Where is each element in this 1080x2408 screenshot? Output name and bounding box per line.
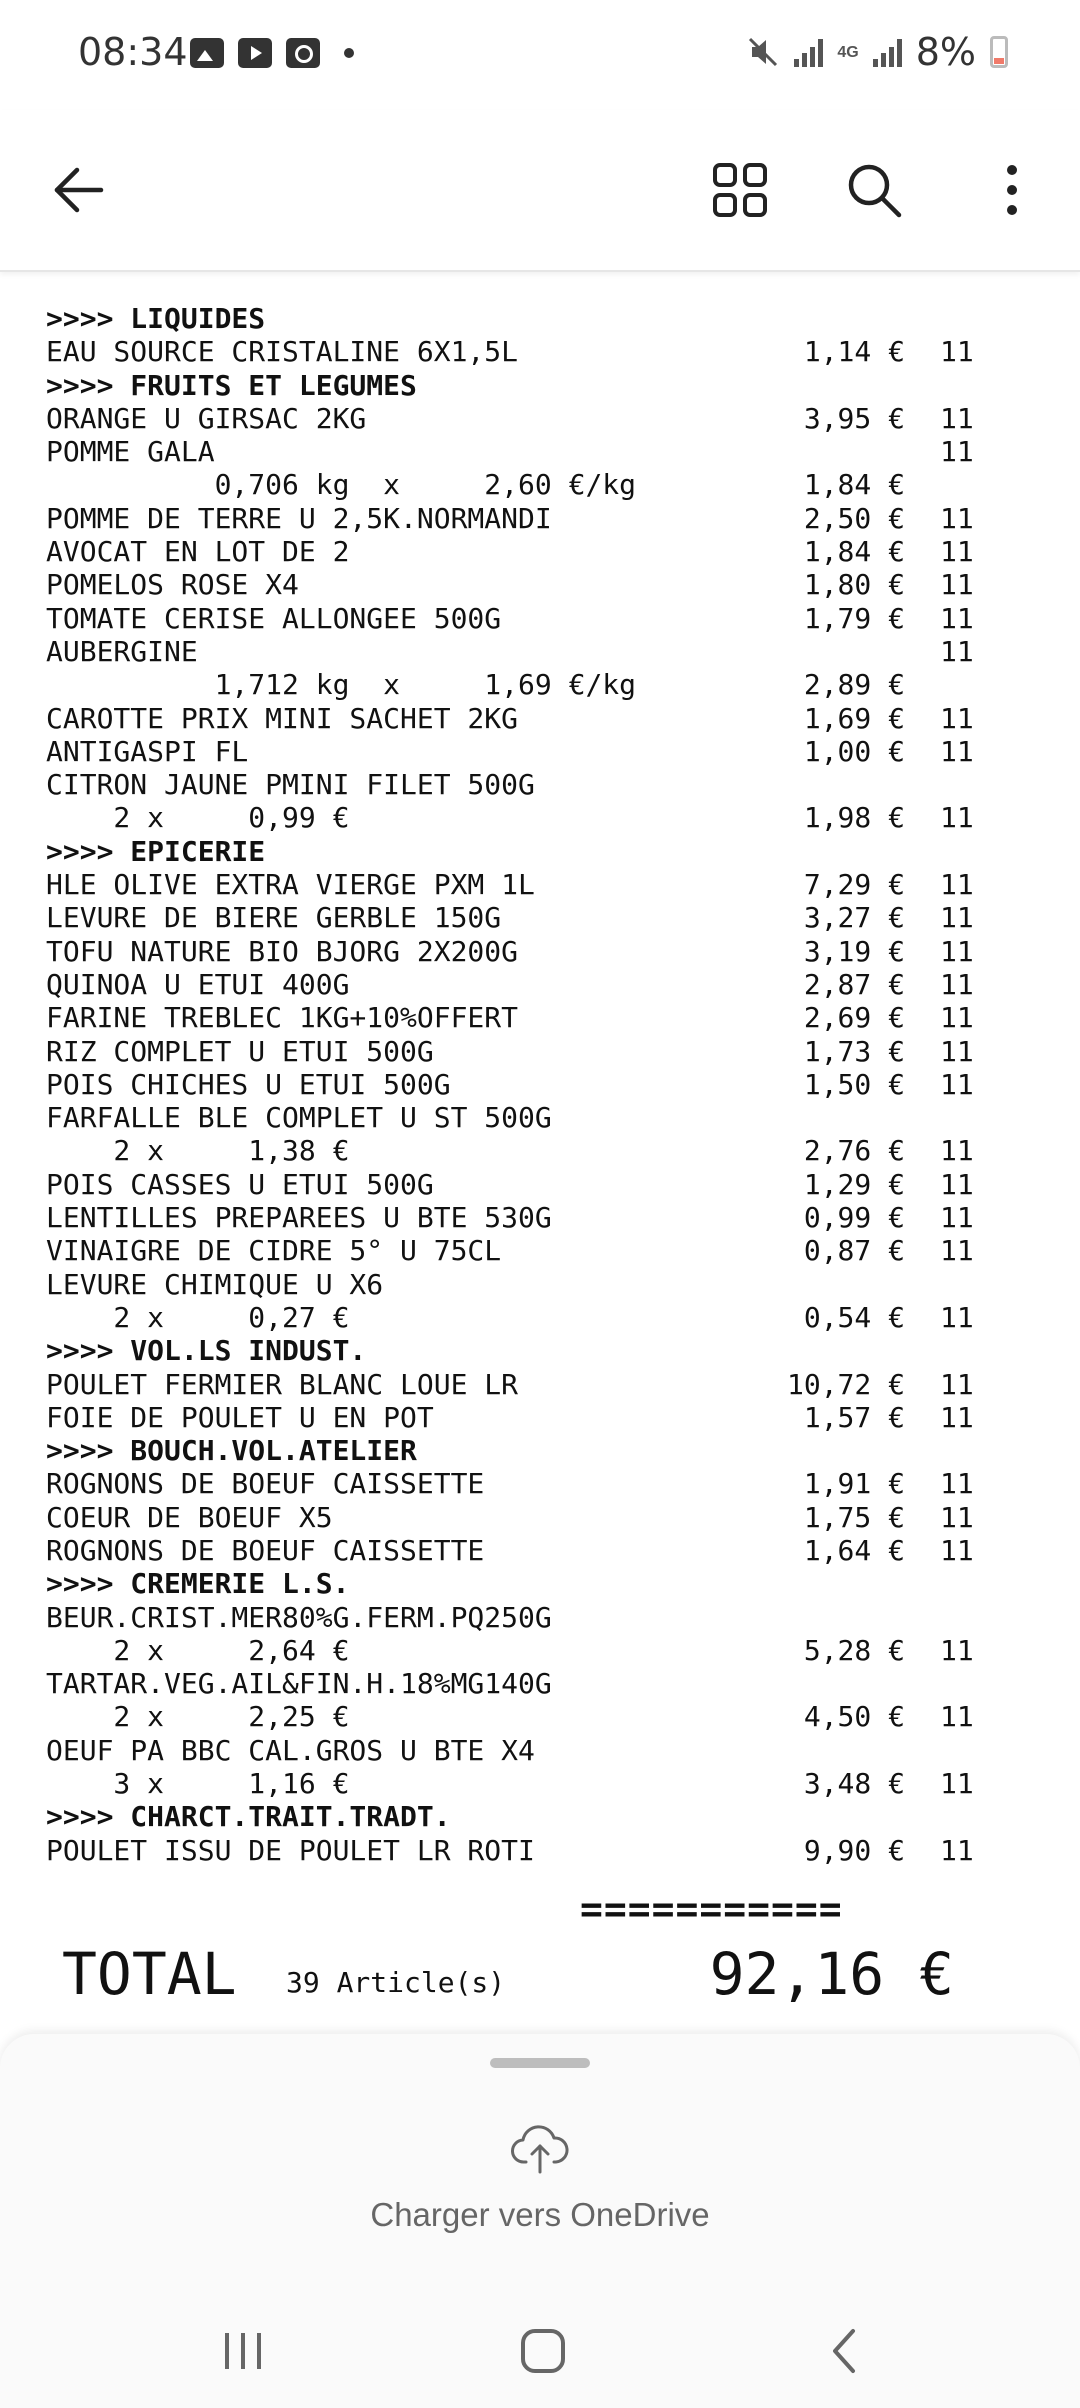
receipt-line-tax-code: 11 — [940, 1167, 974, 1201]
receipt-line-description: VINAIGRE DE CIDRE 5° U 75CL — [46, 1234, 502, 1268]
receipt-line-tax-code: 11 — [940, 1134, 974, 1168]
receipt-line-tax-code: 11 — [940, 801, 974, 835]
receipt-line-price: 3,19 € — [803, 934, 905, 968]
receipt-item-row — [0, 1035, 1080, 1068]
receipt-line-description: 2 x 0,99 € — [46, 801, 350, 835]
receipt-line-description: 2 x 0,27 € — [46, 1300, 350, 1334]
receipt-line-tax-code: 11 — [940, 335, 974, 369]
receipt-line-description: POMME GALA — [46, 435, 215, 469]
receipt-line-description: FOIE DE POULET U EN POT — [46, 1400, 434, 1434]
receipt-line-description: 0,706 kg x 2,60 €/kg — [46, 468, 637, 502]
bottom-sheet — [0, 2034, 1080, 2294]
receipt-line-tax-code: 11 — [940, 1633, 974, 1667]
receipt-line-tax-code: 11 — [940, 1400, 974, 1434]
receipt-section-header — [0, 369, 1080, 402]
receipt-line-description: >>>> EPICERIE — [46, 834, 266, 868]
receipt-section-header — [0, 1334, 1080, 1367]
receipt-line-tax-code: 11 — [940, 1300, 974, 1334]
total-label: TOTAL — [62, 1940, 237, 2008]
receipt-line-price: 5,28 € — [803, 1633, 905, 1667]
recents-button[interactable] — [198, 2316, 288, 2386]
receipt-item-row — [0, 1501, 1080, 1534]
grid-icon — [712, 162, 768, 218]
receipt-item-row — [0, 1001, 1080, 1034]
receipt-quantity-line — [0, 1301, 1080, 1334]
gallery-icon — [190, 38, 224, 68]
receipt-line-tax-code: 11 — [940, 934, 974, 968]
navigation-bar — [0, 2294, 1080, 2408]
search-button[interactable] — [834, 150, 914, 230]
receipt-section-header — [0, 302, 1080, 335]
receipt-line-tax-code: 11 — [940, 1700, 974, 1734]
receipt-line-description: FARFALLE BLE COMPLET U ST 500G — [46, 1101, 552, 1135]
receipt-line-tax-code: 11 — [940, 1533, 974, 1567]
receipt-line-description: COEUR DE BOEUF X5 — [46, 1500, 333, 1534]
receipt-line-description: ORANGE U GIRSAC 2KG — [46, 401, 367, 435]
sheet-drag-handle[interactable] — [490, 2058, 590, 2068]
receipt-item-row — [0, 1068, 1080, 1101]
battery-icon — [990, 36, 1008, 68]
receipt-quantity-line — [0, 801, 1080, 834]
signal-icon — [794, 37, 823, 67]
receipt-item-row — [0, 1101, 1080, 1134]
receipt-item-row — [0, 502, 1080, 535]
receipt-line-description: >>>> FRUITS ET LEGUMES — [46, 368, 417, 402]
receipt-section-header — [0, 835, 1080, 868]
receipt-line-description: POIS CASSES U ETUI 500G — [46, 1167, 434, 1201]
receipt-line-price: 3,27 € — [803, 901, 905, 935]
receipt-line-tax-code: 11 — [940, 634, 974, 668]
receipt-line-price: 1,57 € — [803, 1400, 905, 1434]
receipt-line-description: POMELOS ROSE X4 — [46, 568, 299, 602]
receipt-item-row — [0, 1534, 1080, 1567]
receipt-item-row — [0, 635, 1080, 668]
receipt-line-price: 1,14 € — [803, 335, 905, 369]
status-bar — [0, 0, 1080, 110]
receipt-line-tax-code: 11 — [940, 1234, 974, 1268]
receipt-line-tax-code: 11 — [940, 1201, 974, 1235]
receipt-item-row — [0, 1234, 1080, 1267]
receipt-section-header — [0, 1434, 1080, 1467]
receipt-line-price: 2,76 € — [803, 1134, 905, 1168]
receipt-line-price: 1,84 € — [803, 535, 905, 569]
receipt-line-description: 2 x 1,38 € — [46, 1134, 350, 1168]
receipt-document — [0, 302, 1080, 1867]
receipt-item-row — [0, 335, 1080, 368]
receipt-line-description: ANTIGASPI FL — [46, 734, 249, 768]
receipt-line-description: CITRON JAUNE PMINI FILET 500G — [46, 768, 535, 802]
receipt-line-tax-code: 11 — [940, 435, 974, 469]
receipt-line-description: LEVURE CHIMIQUE U X6 — [46, 1267, 384, 1301]
more-vert-icon — [1002, 164, 1022, 216]
receipt-item-row — [0, 535, 1080, 568]
receipt-item-row — [0, 1467, 1080, 1500]
status-time: 08:34 — [78, 30, 188, 74]
receipt-line-tax-code: 11 — [940, 868, 974, 902]
receipt-line-tax-code: 11 — [940, 535, 974, 569]
receipt-line-price: 1,75 € — [803, 1500, 905, 1534]
system-back-button[interactable] — [800, 2316, 890, 2386]
app-bar — [0, 110, 1080, 272]
receipt-line-description: AVOCAT EN LOT DE 2 — [46, 535, 350, 569]
receipt-line-description: HLE OLIVE EXTRA VIERGE PXM 1L — [46, 868, 535, 902]
receipt-line-price: 1,98 € — [803, 801, 905, 835]
receipt-line-price: 10,72 € — [786, 1367, 905, 1401]
receipt-line-tax-code: 11 — [940, 701, 974, 735]
receipt-quantity-line — [0, 668, 1080, 701]
receipt-line-description: >>>> BOUCH.VOL.ATELIER — [46, 1434, 417, 1468]
receipt-line-price: 4,50 € — [803, 1700, 905, 1734]
receipt-line-price: 1,50 € — [803, 1067, 905, 1101]
receipt-item-row — [0, 968, 1080, 1001]
receipt-line-description: >>>> CREMERIE L.S. — [46, 1567, 350, 1601]
receipt-line-description: >>>> CHARCT.TRAIT.TRADT. — [46, 1800, 451, 1834]
upload-onedrive-label: Charger vers OneDrive — [370, 2196, 710, 2233]
receipt-item-row — [0, 1368, 1080, 1401]
upload-onedrive-button[interactable] — [340, 2124, 740, 2274]
receipt-line-description: 3 x 1,16 € — [46, 1767, 350, 1801]
back-button[interactable] — [38, 150, 118, 230]
receipt-line-description: TOFU NATURE BIO BJORG 2X200G — [46, 934, 519, 968]
receipt-item-row — [0, 568, 1080, 601]
receipt-item-row — [0, 768, 1080, 801]
more-options-button[interactable] — [972, 150, 1052, 230]
receipt-line-description: EAU SOURCE CRISTALINE 6X1,5L — [46, 335, 519, 369]
receipt-section-header — [0, 1800, 1080, 1833]
receipt-item-row — [0, 1601, 1080, 1634]
receipt-line-price: 1,29 € — [803, 1167, 905, 1201]
receipt-line-description: RIZ COMPLET U ETUI 500G — [46, 1034, 434, 1068]
receipt-line-price: 3,95 € — [803, 401, 905, 435]
receipt-line-description: >>>> VOL.LS INDUST. — [46, 1334, 367, 1368]
receipt-line-description: TOMATE CERISE ALLONGEE 500G — [46, 601, 502, 635]
receipt-line-description: ROGNONS DE BOEUF CAISSETTE — [46, 1467, 485, 1501]
receipt-line-description: CAROTTE PRIX MINI SACHET 2KG — [46, 701, 519, 735]
receipt-line-price: 1,80 € — [803, 568, 905, 602]
mute-icon — [746, 35, 780, 69]
total-amount: 92,16 € — [709, 1940, 954, 2008]
back-arrow-icon — [51, 163, 105, 217]
receipt-line-tax-code: 11 — [940, 1034, 974, 1068]
receipt-line-price: 2,89 € — [803, 668, 905, 702]
receipt-line-price: 2,69 € — [803, 1001, 905, 1035]
receipt-item-row — [0, 1834, 1080, 1867]
receipt-line-tax-code: 11 — [940, 1833, 974, 1867]
search-icon — [845, 161, 903, 219]
cloud-upload-icon — [510, 2124, 570, 2174]
more-notifications-dot-icon — [344, 48, 354, 58]
back-icon — [829, 2327, 861, 2375]
receipt-line-tax-code: 11 — [940, 967, 974, 1001]
receipt-line-description: POULET ISSU DE POULET LR ROTI — [46, 1833, 535, 1867]
receipt-line-description: LEVURE DE BIERE GERBLE 150G — [46, 901, 502, 935]
receipt-line-price: 1,73 € — [803, 1034, 905, 1068]
receipt-line-tax-code: 11 — [940, 901, 974, 935]
receipt-line-description: 2 x 2,64 € — [46, 1633, 350, 1667]
receipt-line-description: POULET FERMIER BLANC LOUE LR — [46, 1367, 519, 1401]
receipt-item-row — [0, 1734, 1080, 1767]
receipt-line-description: 1,712 kg x 1,69 €/kg — [46, 668, 637, 702]
receipt-item-row — [0, 602, 1080, 635]
receipt-item-row — [0, 901, 1080, 934]
receipt-quantity-line — [0, 1767, 1080, 1800]
home-icon — [519, 2327, 567, 2375]
home-button[interactable] — [498, 2316, 588, 2386]
receipt-line-price: 0,99 € — [803, 1201, 905, 1235]
receipt-line-price: 1,84 € — [803, 468, 905, 502]
receipt-quantity-line — [0, 1634, 1080, 1667]
receipt-line-tax-code: 11 — [940, 1067, 974, 1101]
receipt-line-tax-code: 11 — [940, 1500, 974, 1534]
receipt-item-row — [0, 1201, 1080, 1234]
receipt-item-row — [0, 868, 1080, 901]
receipt-item-row — [0, 1401, 1080, 1434]
receipt-line-description: >>>> LIQUIDES — [46, 302, 266, 335]
receipt-line-price: 0,87 € — [803, 1234, 905, 1268]
total-separator: =========== — [580, 1887, 843, 1931]
receipt-line-price: 1,69 € — [803, 701, 905, 735]
receipt-quantity-line — [0, 1134, 1080, 1167]
receipt-line-price: 9,90 € — [803, 1833, 905, 1867]
receipt-line-description: BEUR.CRIST.MER80%G.FERM.PQ250G — [46, 1600, 552, 1634]
receipt-quantity-line — [0, 468, 1080, 501]
receipt-line-description: POMME DE TERRE U 2,5K.NORMANDI — [46, 501, 552, 535]
youtube-icon — [238, 38, 272, 68]
receipt-line-tax-code: 11 — [940, 734, 974, 768]
receipt-line-tax-code: 11 — [940, 568, 974, 602]
receipt-line-description: OEUF PA BBC CAL.GROS U BTE X4 — [46, 1733, 535, 1767]
receipt-line-price: 1,64 € — [803, 1533, 905, 1567]
receipt-line-price: 1,79 € — [803, 601, 905, 635]
receipt-line-description: 2 x 2,25 € — [46, 1700, 350, 1734]
battery-percentage: 8% — [915, 30, 976, 74]
receipt-section-header — [0, 1567, 1080, 1600]
grid-view-button[interactable] — [700, 150, 780, 230]
recents-icon — [221, 2330, 265, 2372]
receipt-line-description: FARINE TREBLEC 1KG+10%OFFERT — [46, 1001, 519, 1035]
receipt-line-price: 2,50 € — [803, 501, 905, 535]
receipt-line-price: 2,87 € — [803, 967, 905, 1001]
receipt-item-row — [0, 1168, 1080, 1201]
receipt-item-row — [0, 702, 1080, 735]
receipt-line-tax-code: 11 — [940, 501, 974, 535]
receipt-line-price: 1,00 € — [803, 734, 905, 768]
receipt-item-row — [0, 1667, 1080, 1700]
receipt-item-row — [0, 435, 1080, 468]
receipt-line-description: ROGNONS DE BOEUF CAISSETTE — [46, 1533, 485, 1567]
receipt-item-row — [0, 1268, 1080, 1301]
receipt-item-row — [0, 402, 1080, 435]
receipt-line-price: 3,48 € — [803, 1767, 905, 1801]
clock-icon — [286, 38, 320, 68]
receipt-quantity-line — [0, 1700, 1080, 1733]
receipt-line-tax-code: 11 — [940, 1367, 974, 1401]
receipt-line-tax-code: 11 — [940, 1467, 974, 1501]
receipt-line-price: 0,54 € — [803, 1300, 905, 1334]
network-type: 4G — [837, 43, 859, 61]
receipt-line-tax-code: 11 — [940, 401, 974, 435]
receipt-line-description: POIS CHICHES U ETUI 500G — [46, 1067, 451, 1101]
receipt-line-price: 7,29 € — [803, 868, 905, 902]
article-count: 39 Article(s) — [286, 1966, 506, 1999]
signal-icon-2 — [873, 37, 902, 67]
receipt-line-price: 1,91 € — [803, 1467, 905, 1501]
receipt-line-description: AUBERGINE — [46, 634, 198, 668]
receipt-line-tax-code: 11 — [940, 1767, 974, 1801]
notification-icons — [190, 38, 354, 68]
system-icons — [746, 30, 1008, 74]
receipt-line-description: TARTAR.VEG.AIL&FIN.H.18%MG140G — [46, 1667, 552, 1701]
receipt-item-row — [0, 935, 1080, 968]
receipt-line-tax-code: 11 — [940, 601, 974, 635]
receipt-item-row — [0, 735, 1080, 768]
receipt-line-tax-code: 11 — [940, 1001, 974, 1035]
receipt-line-description: QUINOA U ETUI 400G — [46, 967, 350, 1001]
receipt-line-description: LENTILLES PREPAREES U BTE 530G — [46, 1201, 552, 1235]
